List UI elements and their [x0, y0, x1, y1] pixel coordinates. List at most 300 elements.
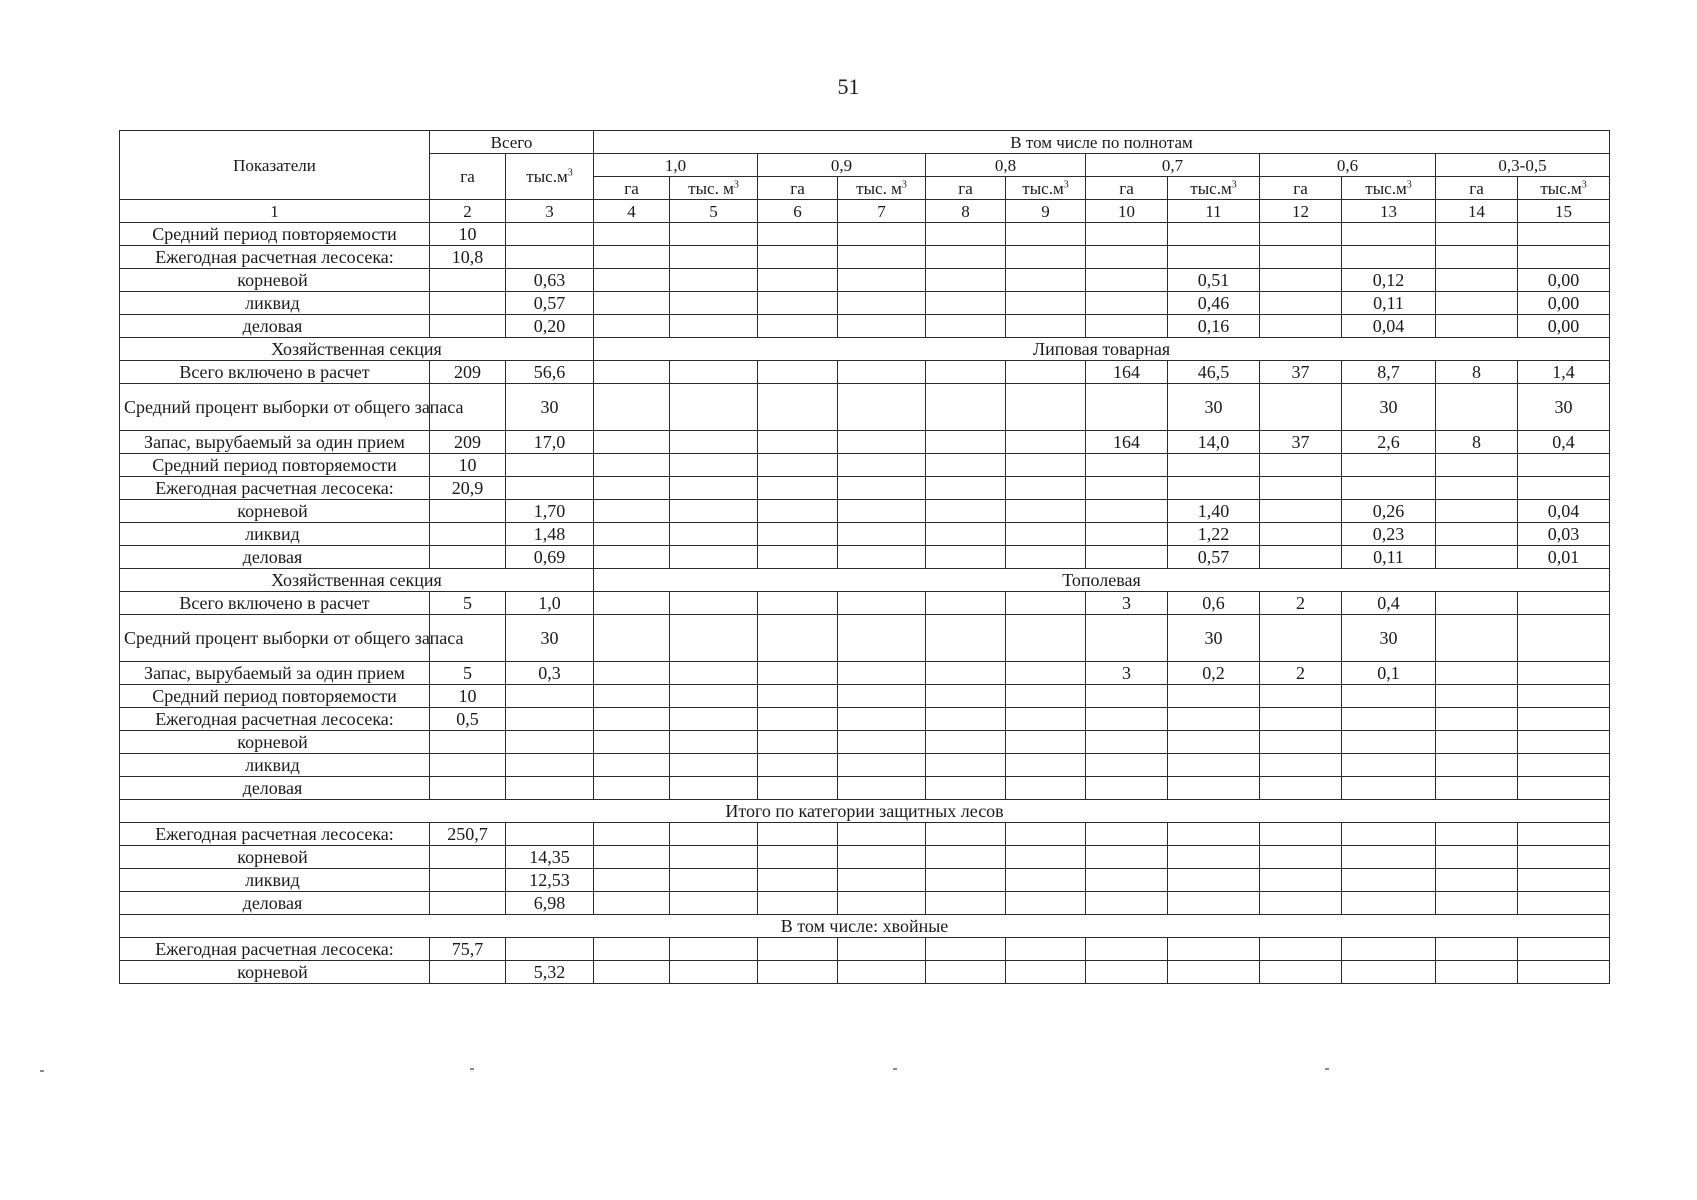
table-cell — [1260, 223, 1342, 246]
column-number: 7 — [838, 200, 926, 223]
table-row — [120, 846, 1610, 869]
table-cell: 37 — [1260, 361, 1342, 384]
table-cell — [1086, 384, 1168, 431]
table-cell — [1006, 269, 1086, 292]
table-cell — [430, 292, 506, 315]
table-cell — [926, 938, 1006, 961]
table-cell — [1518, 846, 1610, 869]
table-cell — [1436, 754, 1518, 777]
table-cell — [1086, 615, 1168, 662]
header-volume: $тыс.м^3$ — [1006, 177, 1086, 200]
table-cell — [1086, 961, 1168, 984]
table-cell — [1086, 846, 1168, 869]
table-cell — [670, 938, 758, 961]
table-cell: 0,11 — [1342, 546, 1436, 569]
header-by-density: В том числе по полнотам — [594, 131, 1610, 154]
table-cell — [838, 246, 926, 269]
column-number: 10 — [1086, 200, 1168, 223]
table-cell — [670, 292, 758, 315]
table-cell — [1006, 846, 1086, 869]
table-cell — [758, 361, 838, 384]
table-cell: 0,03 — [1518, 523, 1610, 546]
table-cell — [1006, 938, 1086, 961]
header-density: 0,8 — [926, 154, 1086, 177]
table-cell — [1436, 708, 1518, 731]
table-cell: 17,0 — [506, 431, 594, 454]
table-cell — [430, 777, 506, 800]
table-cell: 56,6 — [506, 361, 594, 384]
table-cell — [1006, 823, 1086, 846]
table-row — [120, 777, 1610, 800]
row-label: Ежегодная расчетная лесосека: — [120, 823, 430, 846]
header-volume: $тыс.м^3$ — [1342, 177, 1436, 200]
table-cell — [758, 823, 838, 846]
table-cell — [1342, 754, 1436, 777]
table-cell — [1436, 615, 1518, 662]
table-cell: 30 — [1342, 615, 1436, 662]
table-cell — [926, 546, 1006, 569]
row-label: Ежегодная расчетная лесосека: — [120, 938, 430, 961]
table-cell — [926, 500, 1006, 523]
header-volume: $тыс.м^3$ — [1518, 177, 1610, 200]
table-cell — [1006, 384, 1086, 431]
table-cell — [838, 615, 926, 662]
table-cell — [430, 500, 506, 523]
table-cell — [1168, 892, 1260, 915]
table-cell — [430, 869, 506, 892]
row-label: деловая — [120, 315, 430, 338]
table-cell: 0,6 — [1168, 592, 1260, 615]
table-cell — [1342, 454, 1436, 477]
table-cell — [926, 823, 1006, 846]
table-cell — [1436, 592, 1518, 615]
table-cell — [594, 500, 670, 523]
column-number: 12 — [1260, 200, 1342, 223]
table-cell — [1168, 731, 1260, 754]
table-cell — [1086, 777, 1168, 800]
table-cell: 0,4 — [1342, 592, 1436, 615]
table-cell — [1342, 777, 1436, 800]
table-cell — [926, 731, 1006, 754]
column-number: 13 — [1342, 200, 1436, 223]
table-cell — [1260, 546, 1342, 569]
table-cell — [1436, 269, 1518, 292]
table-cell — [670, 731, 758, 754]
table-cell — [506, 731, 594, 754]
table-cell — [594, 269, 670, 292]
table-cell — [1436, 454, 1518, 477]
header-density: 0,6 — [1260, 154, 1436, 177]
table-cell — [1436, 292, 1518, 315]
table-cell — [1006, 708, 1086, 731]
header-ha: га — [926, 177, 1006, 200]
table-cell — [1006, 662, 1086, 685]
table-cell — [670, 869, 758, 892]
table-cell: 10 — [430, 454, 506, 477]
table-cell — [1168, 823, 1260, 846]
table-cell: 5,32 — [506, 961, 594, 984]
table-cell: 8 — [1436, 361, 1518, 384]
table-cell — [594, 361, 670, 384]
table-cell — [1342, 731, 1436, 754]
table-cell — [1260, 869, 1342, 892]
header-ha: га — [758, 177, 838, 200]
table-cell: 1,4 — [1518, 361, 1610, 384]
table-cell — [1518, 246, 1610, 269]
table-cell: 164 — [1086, 431, 1168, 454]
table-cell — [758, 246, 838, 269]
table-cell — [594, 731, 670, 754]
table-cell — [430, 892, 506, 915]
header-ha: га — [1260, 177, 1342, 200]
header-volume: тыс. $м^3$ — [838, 177, 926, 200]
table-cell: 0,11 — [1342, 292, 1436, 315]
table-cell: 0,46 — [1168, 292, 1260, 315]
table-cell: 1,70 — [506, 500, 594, 523]
table-cell — [1518, 615, 1610, 662]
table-cell — [594, 431, 670, 454]
table-cell — [506, 777, 594, 800]
table-cell — [1436, 477, 1518, 500]
table-cell — [1168, 708, 1260, 731]
table-cell — [1086, 477, 1168, 500]
table-cell — [926, 615, 1006, 662]
table-cell — [838, 500, 926, 523]
table-cell — [926, 708, 1006, 731]
table-cell — [1518, 454, 1610, 477]
table-cell — [1436, 662, 1518, 685]
table-cell — [1518, 892, 1610, 915]
table-cell — [926, 592, 1006, 615]
table-cell — [1086, 454, 1168, 477]
table-cell — [758, 708, 838, 731]
table-cell — [758, 754, 838, 777]
table-cell — [1518, 823, 1610, 846]
table-cell — [838, 961, 926, 984]
table-cell — [430, 961, 506, 984]
table-cell — [594, 777, 670, 800]
table-row — [120, 892, 1610, 915]
table-cell: 14,0 — [1168, 431, 1260, 454]
table-row — [120, 269, 1610, 292]
table-cell: 8,7 — [1342, 361, 1436, 384]
table-cell — [926, 961, 1006, 984]
row-label: Средний процент выборки от общего запаса — [120, 384, 430, 431]
table-cell — [838, 384, 926, 431]
table-cell — [1086, 292, 1168, 315]
table-cell — [1518, 731, 1610, 754]
table-row — [120, 454, 1610, 477]
column-number: 5 — [670, 200, 758, 223]
table-cell — [430, 731, 506, 754]
table-cell: 20,9 — [430, 477, 506, 500]
table-cell — [838, 546, 926, 569]
table-cell — [670, 846, 758, 869]
table-cell: 3 — [1086, 592, 1168, 615]
table-cell — [1260, 269, 1342, 292]
table-cell: 0,2 — [1168, 662, 1260, 685]
forest-cutting-table-wrapper — [119, 130, 1609, 984]
table-cell — [838, 454, 926, 477]
table-row — [120, 708, 1610, 731]
table-cell — [1342, 685, 1436, 708]
table-cell: 1,0 — [506, 592, 594, 615]
table-cell — [506, 823, 594, 846]
table-cell — [1168, 477, 1260, 500]
header-density: 0,7 — [1086, 154, 1260, 177]
table-cell — [838, 731, 926, 754]
table-cell — [1086, 731, 1168, 754]
table-cell — [670, 431, 758, 454]
section-row — [120, 338, 1610, 361]
row-label: корневой — [120, 269, 430, 292]
table-cell — [430, 523, 506, 546]
table-cell — [758, 869, 838, 892]
row-label: корневой — [120, 731, 430, 754]
table-cell: 6,98 — [506, 892, 594, 915]
table-row — [120, 477, 1610, 500]
table-cell — [838, 223, 926, 246]
row-label: Средний период повторяемости — [120, 454, 430, 477]
table-cell — [1436, 546, 1518, 569]
column-number: 1 — [120, 200, 430, 223]
row-label: Запас, вырубаемый за один прием — [120, 662, 430, 685]
table-cell — [670, 546, 758, 569]
table-body — [120, 223, 1610, 984]
table-cell: 30 — [1518, 384, 1610, 431]
table-cell — [594, 477, 670, 500]
table-cell — [670, 754, 758, 777]
table-cell — [670, 777, 758, 800]
table-row — [120, 938, 1610, 961]
table-row — [120, 384, 1610, 431]
table-cell — [1260, 846, 1342, 869]
table-cell — [758, 662, 838, 685]
table-cell — [594, 246, 670, 269]
table-cell — [1342, 708, 1436, 731]
table-cell — [1086, 269, 1168, 292]
table-cell — [1006, 246, 1086, 269]
table-cell — [758, 546, 838, 569]
summary-title-row — [120, 800, 1610, 823]
table-cell — [838, 292, 926, 315]
table-cell — [1006, 592, 1086, 615]
table-cell — [1436, 938, 1518, 961]
table-cell — [1006, 315, 1086, 338]
table-cell — [1006, 754, 1086, 777]
row-label: корневой — [120, 961, 430, 984]
table-cell — [670, 961, 758, 984]
table-row — [120, 685, 1610, 708]
table-cell — [838, 477, 926, 500]
row-label: Ежегодная расчетная лесосека: — [120, 246, 430, 269]
table-cell — [670, 269, 758, 292]
table-cell — [1342, 246, 1436, 269]
table-row — [120, 869, 1610, 892]
column-number-row — [120, 200, 1610, 223]
table-cell — [594, 846, 670, 869]
table-row — [120, 361, 1610, 384]
header-volume: тыс. $м^3$ — [670, 177, 758, 200]
row-label: ликвид — [120, 523, 430, 546]
table-cell — [1436, 823, 1518, 846]
table-cell — [926, 523, 1006, 546]
table-cell — [1518, 223, 1610, 246]
table-cell — [670, 477, 758, 500]
row-label: деловая — [120, 777, 430, 800]
table-cell: 1,48 — [506, 523, 594, 546]
table-cell: 209 — [430, 361, 506, 384]
table-cell — [1086, 869, 1168, 892]
table-cell: 209 — [430, 431, 506, 454]
table-cell: 10 — [430, 223, 506, 246]
table-cell — [1168, 846, 1260, 869]
table-cell — [1342, 938, 1436, 961]
table-cell — [1168, 223, 1260, 246]
table-cell — [926, 869, 1006, 892]
table-cell — [1168, 938, 1260, 961]
table-cell — [1436, 523, 1518, 546]
table-cell — [594, 223, 670, 246]
table-cell — [670, 823, 758, 846]
table-cell — [430, 846, 506, 869]
row-label: деловая — [120, 892, 430, 915]
table-cell — [758, 961, 838, 984]
table-cell — [670, 615, 758, 662]
table-cell: 0,57 — [506, 292, 594, 315]
table-cell: 5 — [430, 662, 506, 685]
table-cell — [758, 454, 838, 477]
table-cell: 12,53 — [506, 869, 594, 892]
table-cell — [1436, 315, 1518, 338]
table-cell — [838, 315, 926, 338]
table-cell — [1260, 892, 1342, 915]
column-number: 3 — [506, 200, 594, 223]
row-label: Ежегодная расчетная лесосека: — [120, 708, 430, 731]
table-header — [120, 131, 1610, 223]
table-row — [120, 731, 1610, 754]
column-number: 2 — [430, 200, 506, 223]
table-cell — [506, 708, 594, 731]
table-cell — [1342, 869, 1436, 892]
row-label: Средний период повторяемости — [120, 223, 430, 246]
row-label: ликвид — [120, 754, 430, 777]
scan-dust-mark — [40, 1070, 44, 1072]
table-cell — [1436, 731, 1518, 754]
table-cell — [1260, 523, 1342, 546]
table-cell — [1436, 777, 1518, 800]
table-cell — [670, 892, 758, 915]
table-cell — [506, 454, 594, 477]
table-cell: 0,5 — [430, 708, 506, 731]
header-total-volume: $тыс.м^3$ — [506, 154, 594, 200]
table-cell — [926, 292, 1006, 315]
table-cell — [758, 592, 838, 615]
table-cell — [1260, 754, 1342, 777]
table-cell: 0,20 — [506, 315, 594, 338]
row-label: Ежегодная расчетная лесосека: — [120, 477, 430, 500]
table-cell — [430, 754, 506, 777]
table-cell — [430, 546, 506, 569]
table-cell: 0,69 — [506, 546, 594, 569]
table-cell: 30 — [506, 615, 594, 662]
table-cell — [1006, 292, 1086, 315]
table-cell: 2,6 — [1342, 431, 1436, 454]
table-cell: 14,35 — [506, 846, 594, 869]
table-cell — [838, 777, 926, 800]
table-cell — [1260, 454, 1342, 477]
table-cell — [1342, 961, 1436, 984]
table-cell — [1260, 685, 1342, 708]
table-cell — [926, 477, 1006, 500]
table-cell — [1260, 384, 1342, 431]
section-title: Тополевая — [594, 569, 1610, 592]
table-row — [120, 615, 1610, 662]
table-cell — [1518, 662, 1610, 685]
table-cell — [670, 384, 758, 431]
table-cell — [1518, 961, 1610, 984]
table-cell — [926, 223, 1006, 246]
table-cell — [594, 315, 670, 338]
table-cell — [926, 315, 1006, 338]
table-cell — [758, 731, 838, 754]
table-cell — [1260, 938, 1342, 961]
header-density: 0,3-0,5 — [1436, 154, 1610, 177]
table-cell: 8 — [1436, 431, 1518, 454]
table-cell — [1086, 938, 1168, 961]
table-cell — [838, 846, 926, 869]
table-cell — [1342, 846, 1436, 869]
table-cell: 1,22 — [1168, 523, 1260, 546]
table-cell: 250,7 — [430, 823, 506, 846]
table-cell — [838, 869, 926, 892]
table-cell — [838, 269, 926, 292]
table-row — [120, 662, 1610, 685]
table-cell: 0,12 — [1342, 269, 1436, 292]
row-label: ликвид — [120, 292, 430, 315]
table-cell — [1518, 685, 1610, 708]
column-number: 15 — [1518, 200, 1610, 223]
table-row — [120, 246, 1610, 269]
table-cell — [670, 592, 758, 615]
section-label: Хозяйственная секция — [120, 569, 594, 592]
table-cell — [758, 477, 838, 500]
table-cell: 0,04 — [1518, 500, 1610, 523]
table-cell — [838, 662, 926, 685]
table-cell — [1260, 292, 1342, 315]
table-cell — [758, 523, 838, 546]
table-cell — [594, 523, 670, 546]
table-cell: 0,51 — [1168, 269, 1260, 292]
table-cell — [926, 777, 1006, 800]
table-cell — [1260, 477, 1342, 500]
table-cell: 0,63 — [506, 269, 594, 292]
column-number: 9 — [1006, 200, 1086, 223]
table-cell: 0,00 — [1518, 269, 1610, 292]
table-cell: 0,26 — [1342, 500, 1436, 523]
table-cell — [1342, 892, 1436, 915]
table-cell — [670, 685, 758, 708]
section-title: Липовая товарная — [594, 338, 1610, 361]
scan-dust-mark — [893, 1068, 897, 1070]
table-cell — [506, 477, 594, 500]
table-cell — [506, 685, 594, 708]
table-row — [120, 823, 1610, 846]
table-cell — [926, 384, 1006, 431]
table-cell: 164 — [1086, 361, 1168, 384]
table-cell: 0,16 — [1168, 315, 1260, 338]
table-cell — [758, 846, 838, 869]
